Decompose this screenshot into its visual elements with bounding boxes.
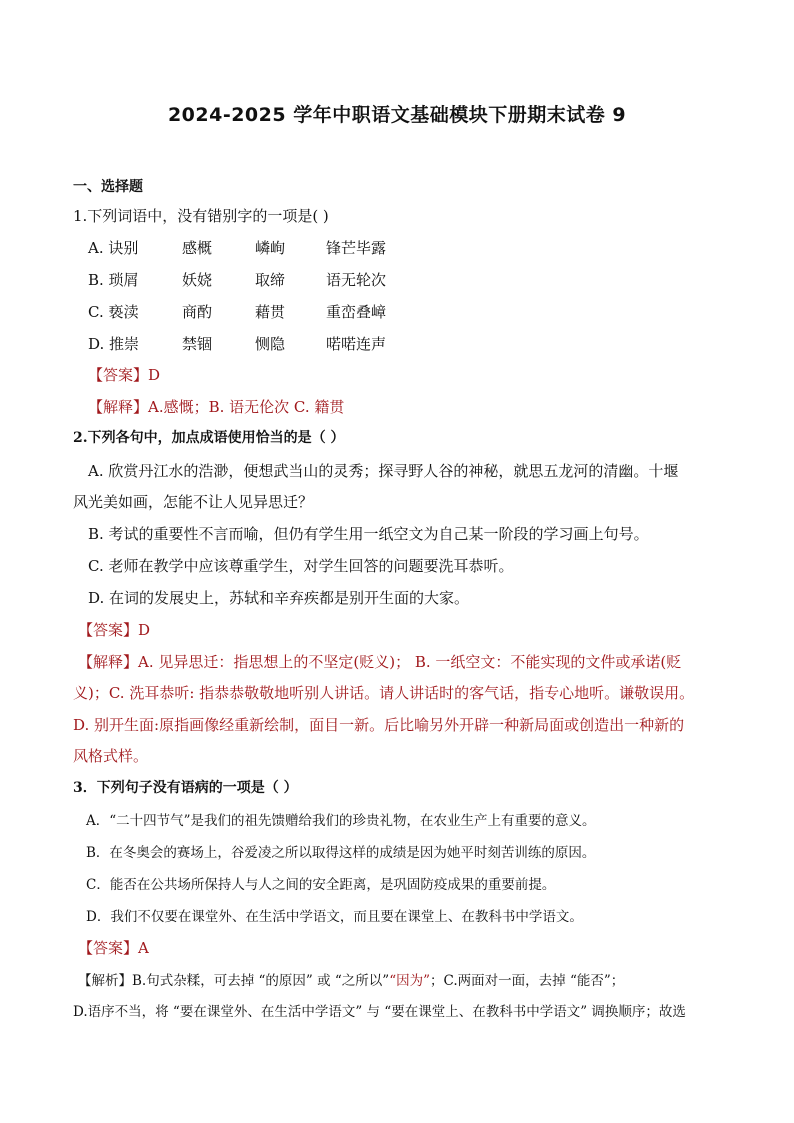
question-2-explanation-line2: 义)；C. 洗耳恭听: 指恭恭敬敬地听别人讲话。请人讲话时的客气话，指专心地听。谦敬误用。 [73,684,695,702]
question-2-explanation-line4: 风格式样。 [73,747,149,765]
question-1-answer: 【答案】D [88,366,161,384]
section-heading: 一、选择题 [73,179,143,195]
question-2-stem: 2.下列各句中，加点成语使用恰当的是（ ） [73,430,345,446]
question-3-option-c: C．能否在公共场所保持人与人之间的安全距离，是巩固防疫成果的重要前提。 [86,877,556,893]
page-title: 2024-2025 学年中职语文基础模块下册期末试卷 9 [167,104,627,126]
question-2-explanation-line3: D. 别开生面:原指画像经重新绘制，面目一新。后比喻另外开辟一种新局面或创造出一种新的 [73,716,685,734]
question-1-explanation: 【解释】A.感慨；B. 语无伦次 C. 籍贯 [88,398,345,416]
question-2-option-d: D. 在词的发展史上，苏轼和辛弃疾都是别开生面的大家。 [88,589,470,607]
question-3-explanation-line1: 【解析】B.句式杂糅，可去掉 “的原因” 或 “之所以”“因为”；C.两面对一面，去掉 “能否”； [78,973,625,989]
question-3-stem: 3．下列句子没有语病的一项是（ ） [73,780,298,796]
question-2-option-c: C. 老师在教学中应该尊重学生，对学生回答的问题要洗耳恭听。 [88,557,514,575]
highlight-text: “因为” [389,973,431,989]
question-2-explanation-line1: 【解释】A. 见异思迁：指思想上的不坚定(贬义)； B. 一纸空文：不能实现的文件或承诺(贬 [78,653,682,671]
question-3-option-b: B．在冬奥会的赛场上，谷爱凌之所以取得这样的成绩是因为她平时刻苦训练的原因。 [86,845,596,861]
question-3-option-a: A．“二十四节气”是我们的祖先馈赠给我们的珍贵礼物，在农业生产上有重要的意义。 [86,813,596,829]
document-page: 2024-2025 学年中职语文基础模块下册期末试卷 9 一、选择题 1.下列词语中，没有错别字的一项是( ) A. 诀别 感概 嶙峋 锋芒毕露 B. 琐屑 妖娆 取缔 语无轮次 C. 亵渎 商酌 藉贯 重峦叠嶂 D. 推崇 禁锢 恻隐 喏喏连声 【答案】D 【解释】A.感慨；B. 语无伦次 C. 籍贯 2.下列各句中，加点成语使用恰当的是（ ） A. 欣赏丹江水的浩渺，便想武当山的灵秀；探寻野人谷的神秘，就思五龙河的清幽。十堰 风光美如画，怎能不让人见异思迁？ B. 考试的重要性不言而喻，但仍有学生用一纸空文为自己某一阶段的学习画上句号。 C. 老师在教学中应该尊重学生，对学生回答的问题要洗耳恭听。 D. 在词的发展史上，苏轼和辛弃疾都是别开生面的大家。 【答案】D 【解释】A. 见异思迁：指思想上的不坚定(贬义)； B. 一纸空文：不能实现的文件或承诺(贬 义)；C. 洗耳恭听: 指恭恭敬敬地听别人讲话。请人讲话时的客气话，指专心地听。谦敬误用。 D. 别开生面:原指画像经重新绘制，面目一新。后比喻另外开辟一种新局面或创造出一种新的 风格式样。 3．下列句子没有语病的一项是（ ） A．“二十四节气”是我们的祖先馈赠给我们的珍贵礼物，在农业生产上有重要的意义。 B．在冬奥会的赛场上，谷爱凌之所以取得这样的成绩是因为她平时刻苦训练的原因。 C．能否在公共场所保持人与人之间的安全距离，是巩固防疫成果的重要前提。 D．我们不仅要在课堂外、在生活中学语文，而且要在课堂上、在教科书中学语文。 【答案】A 【解析】B.句式杂糅，可去掉 “的原因” 或 “之所以”“因为”；C.两面对一面，去掉 “能否”； D.语序不当，将 “要在课堂外、在生活中学语文” 与 “要在课堂上、在教科书中学语文” 调换顺序；故选 [0,0,794,1123]
question-3-option-d: D．我们不仅要在课堂外、在生活中学语文，而且要在课堂上、在教科书中学语文。 [86,909,583,925]
question-2-option-a-line2: 风光美如画，怎能不让人见异思迁？ [73,493,314,511]
question-2-option-a-line1: A. 欣赏丹江水的浩渺，便想武当山的灵秀；探寻野人谷的神秘，就思五龙河的清幽。十堰 [88,462,679,480]
question-3-explanation-line2: D.语序不当，将 “要在课堂外、在生活中学语文” 与 “要在课堂上、在教科书中学语文” 调换顺序；故选 [73,1004,686,1020]
question-2-option-b: B. 考试的重要性不言而喻，但仍有学生用一纸空文为自己某一阶段的学习画上句号。 [88,525,649,543]
question-2-answer: 【答案】D [78,621,151,639]
question-1-stem: 1.下列词语中，没有错别字的一项是( ) [73,207,329,225]
question-3-answer: 【答案】A [78,939,149,957]
